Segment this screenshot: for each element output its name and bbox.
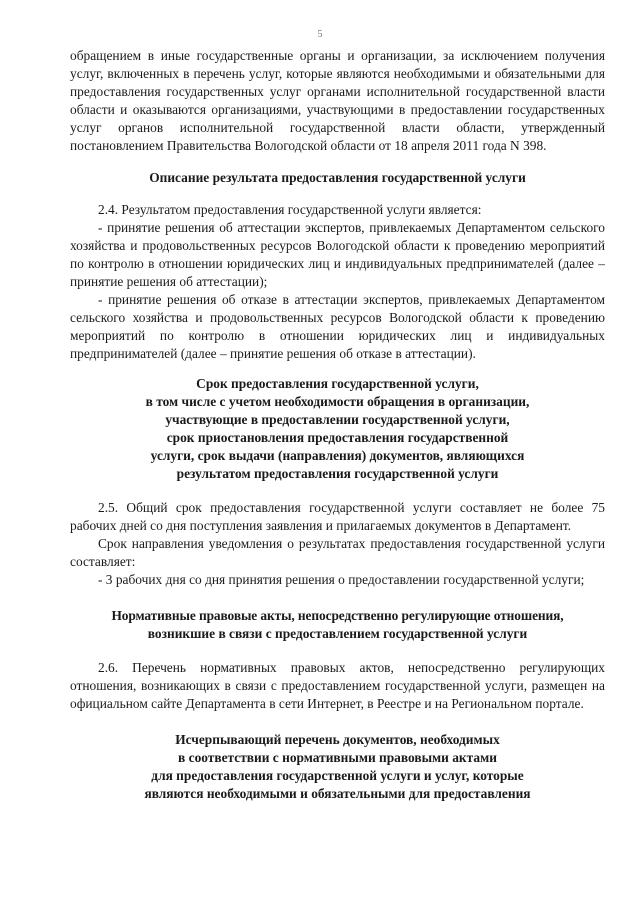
heading-line: являются необходимыми и обязательными для предоставления: [144, 786, 531, 801]
acts-section-heading: [70, 607, 605, 643]
result-paragraph: 2.4. Результатом предоставления государственной услуги является:: [98, 202, 482, 217]
result-paragraph: - принятие решения об отказе в аттестации экспертов, привлекаемых Департаментом сельского хозяйства и продовольственных ресурсов Вологодской области к проведению мероприятий по контролю в отношении юридических лиц и индивидуальных предпринимателей (далее – принятие решения об отказе в аттестации).: [70, 292, 605, 361]
heading-line: участвующие в предоставлении государственной услуги,: [165, 412, 510, 427]
acts-paragraph: 2.6. Перечень нормативных правовых актов, непосредственно регулирующих отношения, возникающих в связи с предоставлением государственной услуги, размещен на официальном сайте Департамента в сети Интернет, в Реестре и на Региональном портале.: [70, 660, 605, 711]
heading-line: Исчерпывающий перечень документов, необходимых: [175, 732, 500, 747]
heading-line: в соответствии с нормативными правовыми актами: [178, 750, 497, 765]
term-paragraph: 2.5. Общий срок предоставления государственной услуги составляет не более 75 рабочих дней со дня поступления заявления и прилагаемых документов в Департамент.: [70, 500, 605, 533]
heading-line: Срок предоставления государственной услуги,: [196, 376, 479, 391]
heading-line: срок приостановления предоставления государственной: [166, 430, 509, 445]
intro-paragraph: обращением в иные государственные органы и организации, за исключением получения услуг, включенных в перечень услуг, которые являются необходимыми и обязательными для предоставления государственных услуг органами исполнительной государственной власти области и оказываются организациями, участвующими в предоставлении государственных услуг органов исполнительной государственной власти области, утвержденный постановлением Правительства Вологодской области от 18 апреля 2011 года N 398.: [70, 48, 605, 153]
documents-section-heading: [70, 731, 605, 803]
heading-line: возникшие в связи с предоставлением государственной услуги: [147, 626, 528, 641]
term-paragraph: Срок направления уведомления о результатах предоставления государственной услуги составляет:: [70, 536, 605, 569]
result-section-heading: Описание результата предоставления государственной услуги: [149, 170, 526, 185]
page-number: 5: [317, 29, 323, 40]
document-body: [70, 47, 605, 803]
result-paragraph: - принятие решения об аттестации экспертов, привлекаемых Департаментом сельского хозяйства и продовольственных ресурсов Вологодской области к проведению мероприятий по контролю в отношении юридических лиц и индивидуальных предпринимателей (далее – принятие решения об аттестации);: [70, 220, 605, 289]
heading-line: в том числе с учетом необходимости обращения в организации,: [145, 394, 530, 409]
term-paragraph: - 3 рабочих дня со дня принятия решения о предоставлении государственной услуги;: [98, 572, 585, 587]
term-section-heading: [70, 375, 605, 483]
heading-line: для предоставления государственной услуги и услуг, которые: [151, 768, 524, 783]
heading-line: услуги, срок выдачи (направления) документов, являющихся: [150, 448, 525, 463]
heading-line: Нормативные правовые акты, непосредственно регулирующие отношения,: [111, 608, 564, 623]
heading-line: результатом предоставления государственной услуги: [176, 466, 499, 481]
